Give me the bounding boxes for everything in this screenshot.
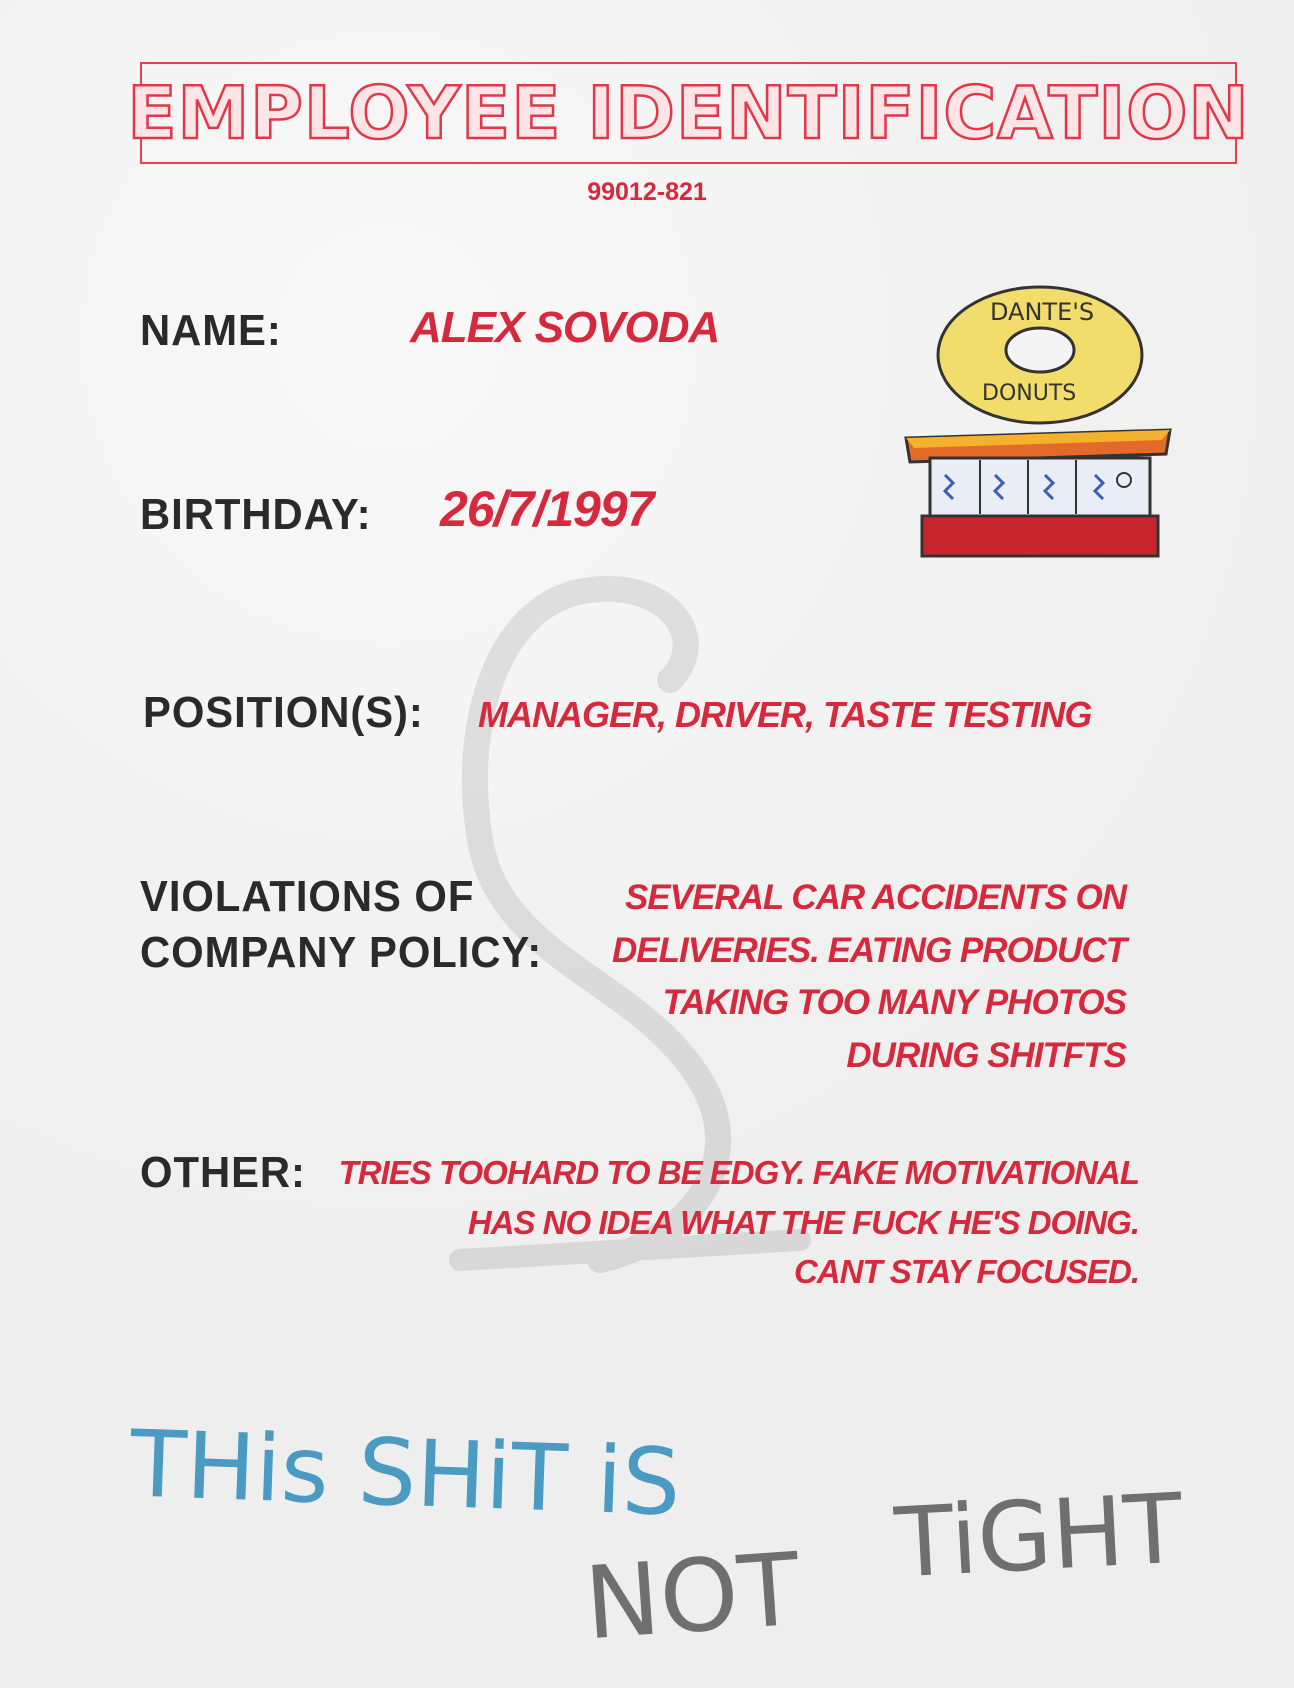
other-value	[339, 1148, 1139, 1297]
positions-label: POSITION(S):	[143, 688, 424, 737]
donut-shop-logo-icon	[900, 280, 1180, 570]
violations-value	[612, 872, 1126, 1082]
other-value-line-3: CANT STAY FOCUSED.	[793, 1253, 1139, 1290]
violations-value-line-2: DELIVERIES. EATING PRODUCT	[612, 930, 1126, 970]
other-value-line-1: TRIES TOOHARD TO BE EDGY. FAKE MOTIVATIONAL	[338, 1154, 1139, 1191]
violations-label-line-1: VIOLATIONS OF	[140, 872, 475, 921]
violations-value-line-3: TAKING TOO MANY PHOTOS	[662, 983, 1126, 1022]
name-label: NAME:	[140, 306, 282, 355]
handwriting-line-1: THis SHiT iS	[128, 1410, 683, 1537]
name-value: ALEX SOVODA	[410, 303, 720, 352]
logo-text-bottom: DONUTS	[982, 381, 1077, 406]
birthday-value: 26/7/1997	[440, 481, 654, 537]
other-value-line-2: HAS NO IDEA WHAT THE FUCK HE'S DOING.	[467, 1203, 1139, 1241]
logo-text-top: DANTE'S	[990, 298, 1095, 326]
handwriting-line-2: NOT	[581, 1530, 804, 1663]
violations-label-line-2: COMPANY POLICY:	[140, 928, 543, 977]
birthday-label: BIRTHDAY:	[140, 490, 372, 539]
violations-value-line-4: DURING SHITFTS	[846, 1035, 1126, 1075]
handwriting-line-3: TiGHT	[892, 1472, 1186, 1600]
title-box	[127, 62, 1250, 164]
positions-value: MANAGER, DRIVER, TASTE TESTING	[478, 694, 1092, 735]
other-label: OTHER:	[140, 1148, 306, 1197]
page-title: EMPLOYEE IDENTIFICATION	[127, 71, 1250, 155]
violations-value-line-1: SEVERAL CAR ACCIDENTS ON	[624, 878, 1126, 917]
employee-number: 99012-821	[587, 178, 707, 206]
